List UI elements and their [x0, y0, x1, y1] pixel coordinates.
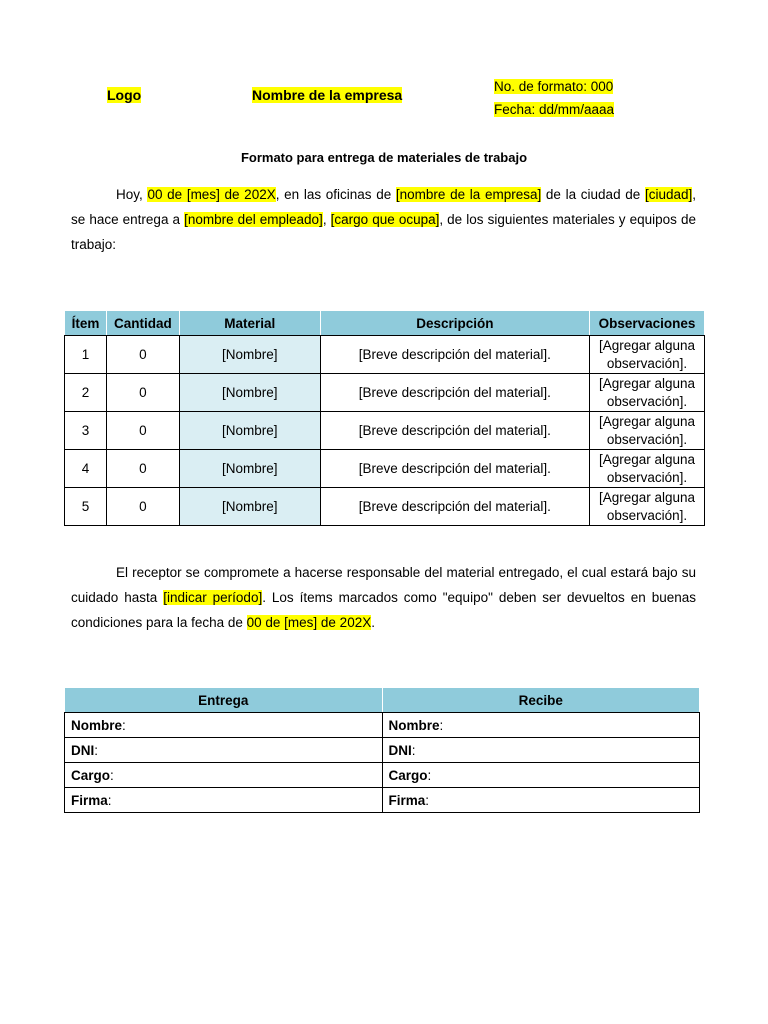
city-placeholder: [ciudad]	[644, 187, 693, 202]
observation-cell: [Agregar alguna observación].	[590, 336, 705, 374]
col-material: Material	[179, 311, 320, 336]
observation-cell: [Agregar alguna observación].	[590, 374, 705, 412]
closing-paragraph: El receptor se compromete a hacerse responsable del material entregado, el cual estará bajo su cuidado hasta [indicar período]. Los ítems marcados como "equipo" deben ser devueltos en buenas condiciones para la fecha de 00 de [mes] de 202X.	[71, 565, 696, 630]
col-quantity: Cantidad	[106, 311, 179, 336]
table-row	[65, 488, 705, 526]
col-item: Ítem	[65, 311, 107, 336]
quantity-cell: 0	[106, 336, 179, 374]
delivers-position-field: Cargo:	[65, 763, 383, 788]
item-cell: 2	[65, 374, 107, 412]
table-row	[65, 412, 705, 450]
receives-signature-field: Firma:	[382, 788, 700, 813]
delivers-name-field: Nombre:	[65, 713, 383, 738]
observation-cell: [Agregar alguna observación].	[590, 488, 705, 526]
material-cell: [Nombre]	[179, 336, 320, 374]
format-number: No. de formato: 000	[494, 79, 614, 94]
table-row	[65, 374, 705, 412]
materials-table-header	[65, 311, 705, 336]
description-cell: [Breve descripción del material].	[320, 412, 589, 450]
material-cell: [Nombre]	[179, 488, 320, 526]
description-cell: [Breve descripción del material].	[320, 374, 589, 412]
company-placeholder: [nombre de la empresa]	[395, 187, 542, 202]
table-row	[65, 450, 705, 488]
delivers-dni-field: DNI:	[65, 738, 383, 763]
description-cell: [Breve descripción del material].	[320, 450, 589, 488]
company-name: Nombre de la empresa	[252, 87, 403, 103]
table-row	[65, 713, 700, 738]
intro-paragraph: Hoy, 00 de [mes] de 202X, en las oficinas de [nombre de la empresa] de la ciudad de [ciudad], se hace entrega a [nombre del empleado], [cargo que ocupa], de los siguientes materiales y equipos de trabajo:	[71, 187, 696, 252]
employee-placeholder: [nombre del empleado]	[184, 212, 323, 227]
quantity-cell: 0	[106, 450, 179, 488]
receives-dni-field: DNI:	[382, 738, 700, 763]
col-receives: Recibe	[382, 688, 700, 713]
date-placeholder: 00 de [mes] de 202X	[147, 187, 276, 202]
description-cell: [Breve descripción del material].	[320, 488, 589, 526]
table-row	[65, 788, 700, 813]
document-date: Fecha: dd/mm/aaaa	[494, 102, 615, 117]
period-placeholder: [indicar período]	[163, 590, 263, 605]
logo-placeholder: Logo	[107, 87, 142, 103]
position-placeholder: [cargo que ocupa]	[330, 212, 440, 227]
material-cell: [Nombre]	[179, 412, 320, 450]
material-cell: [Nombre]	[179, 450, 320, 488]
material-cell: [Nombre]	[179, 374, 320, 412]
signature-table-header	[65, 688, 700, 713]
quantity-cell: 0	[106, 488, 179, 526]
col-delivers: Entrega	[65, 688, 383, 713]
receives-position-field: Cargo:	[382, 763, 700, 788]
observation-cell: [Agregar alguna observación].	[590, 450, 705, 488]
description-cell: [Breve descripción del material].	[320, 336, 589, 374]
observation-cell: [Agregar alguna observación].	[590, 412, 705, 450]
col-observations: Observaciones	[590, 311, 705, 336]
receives-name-field: Nombre:	[382, 713, 700, 738]
table-row	[65, 763, 700, 788]
document-title: Formato para entrega de materiales de trabajo	[240, 150, 528, 165]
table-row	[65, 738, 700, 763]
item-cell: 5	[65, 488, 107, 526]
item-cell: 4	[65, 450, 107, 488]
col-description: Descripción	[320, 311, 589, 336]
quantity-cell: 0	[106, 374, 179, 412]
return-date-placeholder: 00 de [mes] de 202X	[246, 615, 372, 630]
document-meta	[494, 75, 614, 121]
quantity-cell: 0	[106, 412, 179, 450]
table-row	[65, 336, 705, 374]
materials-table	[64, 310, 705, 526]
item-cell: 1	[65, 336, 107, 374]
item-cell: 3	[65, 412, 107, 450]
delivers-signature-field: Firma:	[65, 788, 383, 813]
signature-table	[64, 687, 700, 813]
